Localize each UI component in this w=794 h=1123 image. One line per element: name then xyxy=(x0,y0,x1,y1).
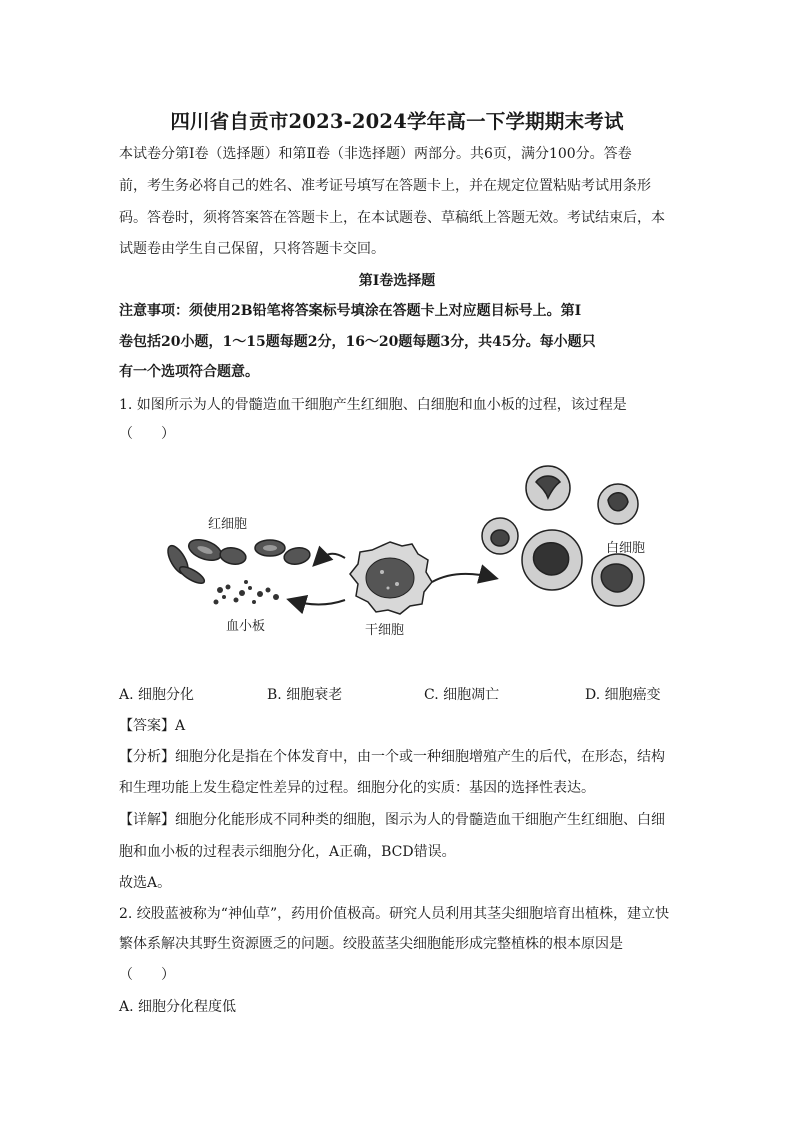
notice-line-2: 卷包括20小题，1～15题每题2分，16～20题每题3分，共45分。每小题只 xyxy=(119,334,596,350)
question-1-analysis-line-2: 和生理功能上发生稳定性差异的过程。细胞分化的实质：基因的选择性表达。 xyxy=(119,780,595,796)
arrow-to-platelets xyxy=(290,600,345,605)
white-blood-cells xyxy=(482,466,644,606)
arrow-to-wbc xyxy=(432,574,495,582)
question-1-option-b[interactable]: B. 细胞衰老 xyxy=(267,687,343,703)
question-1-detail-line-1: 【详解】细胞分化能形成不同种类的细胞，图示为人的骨髓造血干细胞产生红细胞、白细 xyxy=(119,812,665,828)
question-1-paren: （ ） xyxy=(119,426,175,442)
intro-line-3: 码。答卷时，须将答案答在答题卡上，在本试题卷、草稿纸上答题无效。考试结束后，本 xyxy=(119,210,665,226)
stem-cell xyxy=(350,542,432,614)
section-heading: 第Ⅰ卷选择题 xyxy=(358,273,436,289)
question-1-conclusion: 故选A。 xyxy=(119,875,172,891)
label-white-blood-cells: 白细胞 xyxy=(606,541,646,556)
question-1-stem: 1. 如图所示为人的骨髓造血干细胞产生红细胞、白细胞和血小板的过程，该过程是 xyxy=(119,397,627,413)
intro-line-4: 试题卷由学生自己保留，只将答题卡交回。 xyxy=(119,241,385,257)
notice-line-1: 注意事项：须使用2B铅笔将答案标号填涂在答题卡上对应题目标号上。第Ⅰ xyxy=(119,303,582,319)
red-blood-cells xyxy=(164,536,311,587)
platelets xyxy=(214,580,280,605)
question-2-option-a[interactable]: A. 细胞分化程度低 xyxy=(119,999,237,1015)
question-1-detail-line-2: 胞和血小板的过程表示细胞分化，A正确，BCD错误。 xyxy=(119,844,456,860)
question-1-option-d[interactable]: D. 细胞癌变 xyxy=(585,687,661,703)
label-red-blood-cells: 红细胞 xyxy=(208,517,248,532)
label-platelets: 血小板 xyxy=(226,619,266,634)
question-2-stem-line-1: 2. 绞股蓝被称为“神仙草”，药用价值极高。研究人员利用其茎尖细胞培育出植株，建立快 xyxy=(119,906,670,922)
question-2-stem-line-2: 繁体系解决其野生资源匮乏的问题。绞股蓝茎尖细胞能形成完整植株的根本原因是 xyxy=(119,936,623,952)
question-1-option-c[interactable]: C. 细胞凋亡 xyxy=(424,687,500,703)
intro-line-1: 本试卷分第Ⅰ卷（选择题）和第Ⅱ卷（非选择题）两部分。共6页，满分100分。答卷 xyxy=(119,146,632,162)
notice-line-3: 有一个选项符合题意。 xyxy=(119,364,259,380)
hematopoiesis-figure xyxy=(150,460,670,660)
arrow-to-rbc xyxy=(315,554,345,564)
question-1-answer: 【答案】A xyxy=(119,718,186,734)
question-1-option-a[interactable]: A. 细胞分化 xyxy=(119,687,195,703)
question-2-paren: （ ） xyxy=(119,967,175,983)
intro-line-2: 前，考生务必将自己的姓名、准考证号填写在答题卡上，并在规定位置粘贴考试用条形 xyxy=(119,178,651,194)
question-1-analysis-line-1: 【分析】细胞分化是指在个体发育中，由一个或一种细胞增殖产生的后代，在形态，结构 xyxy=(119,749,665,765)
page-title: 四川省自贡市2023-2024学年高一下学期期末考试 xyxy=(170,110,624,133)
label-stem-cell: 干细胞 xyxy=(365,623,405,638)
